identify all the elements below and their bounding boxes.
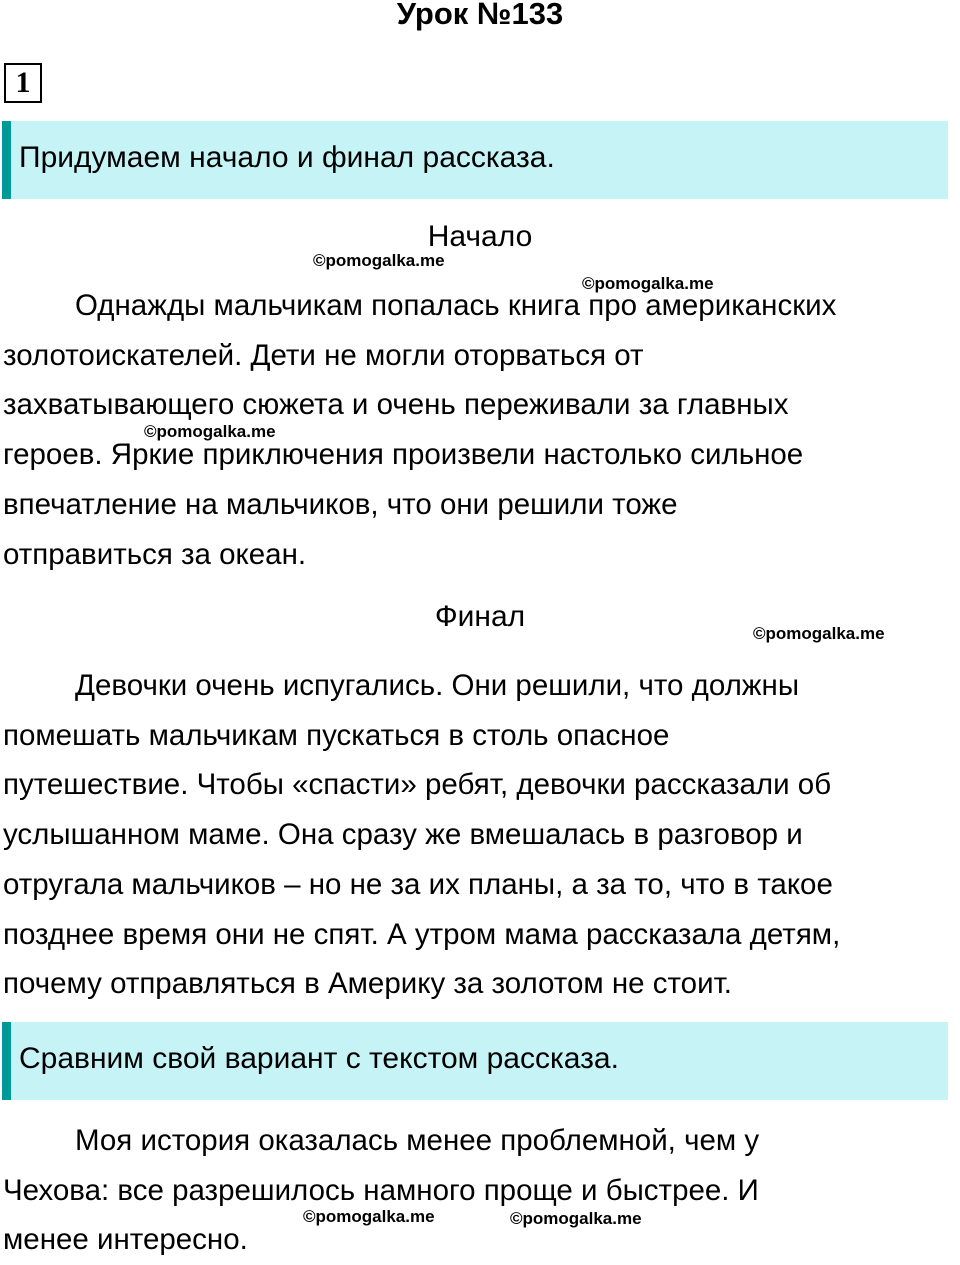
start-paragraph <box>3 281 836 579</box>
text-line: захватывающего сюжета и очень переживали за главных <box>3 388 789 422</box>
watermark: ©pomogalka.me <box>582 274 714 293</box>
text-line: героев. Яркие приключения произвели настолько сильное <box>3 438 804 472</box>
text-line: позднее время они не спят. А утром мама рассказала детям, <box>3 917 841 951</box>
section-band-2 <box>2 1022 948 1100</box>
text-line: золотоискателей. Дети не могли оторваться от <box>3 338 644 372</box>
text-line: почему отправляться в Америку за золотом не стоит. <box>3 967 733 1001</box>
watermark: ©pomogalka.me <box>144 422 276 441</box>
text-line: Однажды мальчикам попалась книга про американских <box>75 289 837 322</box>
section-heading: Сравним свой вариант с текстом рассказа. <box>19 1042 619 1075</box>
text-line: путешествие. Чтобы «спасти» ребят, девочки рассказали об <box>3 768 832 802</box>
text-line: менее интересно. <box>3 1223 248 1257</box>
compare-paragraph <box>3 1116 759 1265</box>
lesson-title: Урок №133 <box>396 0 564 31</box>
watermark: ©pomogalka.me <box>313 251 445 270</box>
watermark: ©pomogalka.me <box>753 624 885 643</box>
text-line: впечатление на мальчиков, что они решили тоже <box>3 487 678 521</box>
text-line: Чехова: все разрешилось намного проще и быстрее. И <box>3 1173 759 1207</box>
text-line: Моя история оказалась менее проблемной, чем у <box>75 1124 760 1157</box>
text-line: Девочки очень испугались. Они решили, что должны <box>75 669 800 702</box>
watermark: ©pomogalka.me <box>510 1209 642 1228</box>
text-line: отругала мальчиков – но не за их планы, а за то, что в такое <box>3 867 833 901</box>
section-heading: Придумаем начало и финал рассказа. <box>19 141 555 174</box>
text-line: помешать мальчикам пускаться в столь опасное <box>3 718 670 752</box>
text-line: отправиться за океан. <box>3 537 307 571</box>
final-paragraph <box>3 661 840 1009</box>
watermark: ©pomogalka.me <box>303 1207 435 1226</box>
text-line: услышанном маме. Она сразу же вмешалась в разговор и <box>3 818 803 852</box>
final-heading: Финал <box>434 600 526 633</box>
start-heading: Начало <box>427 220 533 253</box>
section-band-1 <box>2 121 948 199</box>
task-number: 1 <box>4 63 42 103</box>
